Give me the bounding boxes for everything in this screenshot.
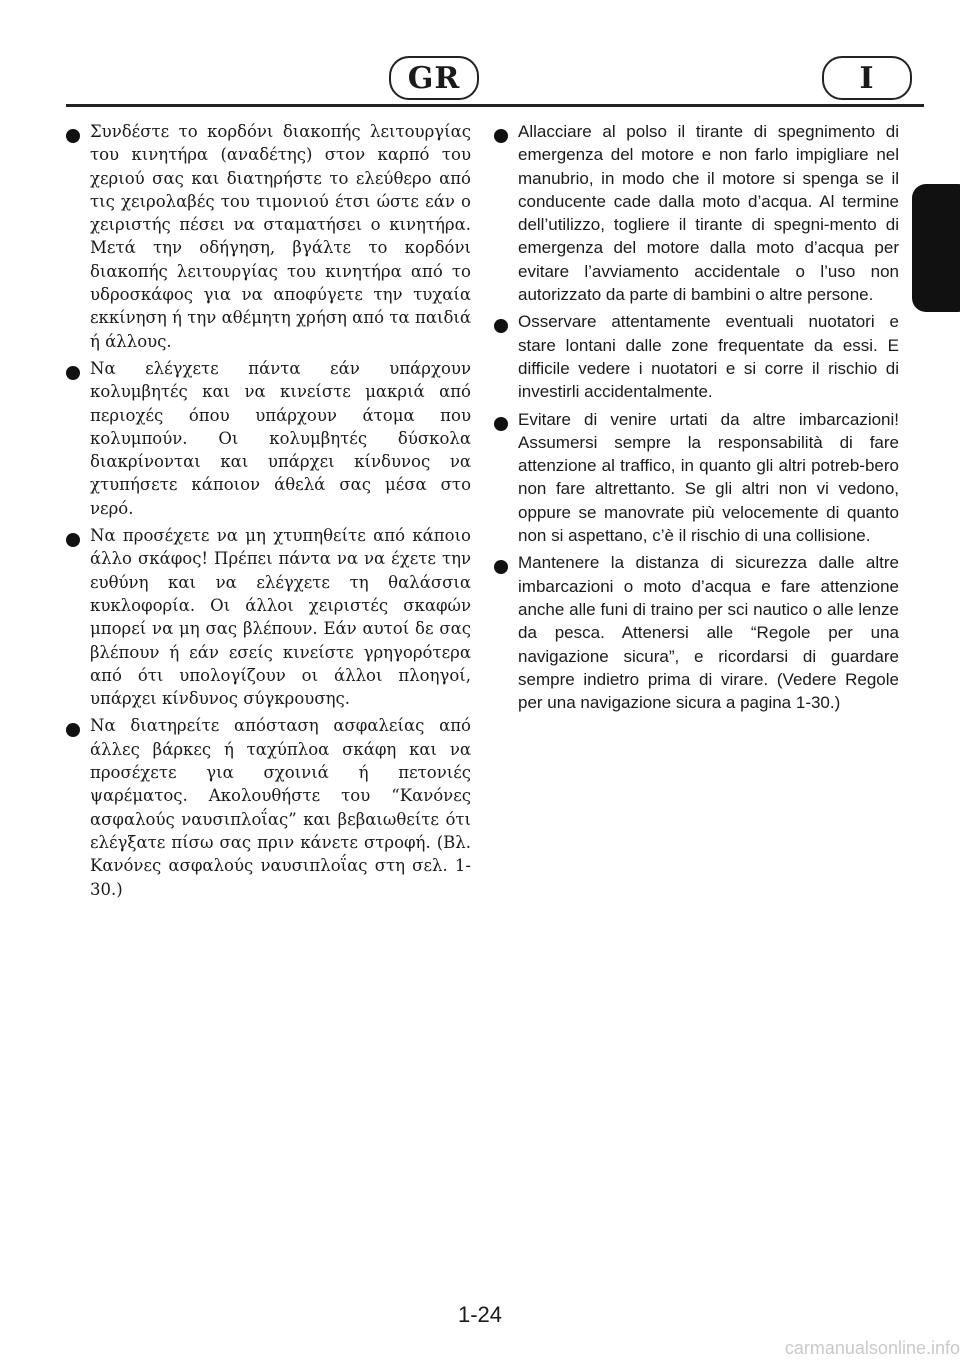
italian-column <box>494 120 899 714</box>
italian-item-text: Evitare di venire urtati da altre imbarcazioni! Assumersi sempre la responsabilità di fare attenzione al traffico, in quanto gli altri potreb-bero non fare altrettanto. Se gli altri non vi vedono, oppure se manovrate più velocemente di quanto non si aspettano, c’è il rischio di una collisione. <box>518 409 899 546</box>
italian-item-text: Osservare attentamente eventuali nuotatori e stare lontani dalle zone frequentate da essi. E difficile vedere i nuotatori e si corre il rischio di investirli accidentalmente. <box>518 312 899 402</box>
greek-item-text: Να ελέγχετε πάντα εάν υπάρχουν κολυμβητές και να κινείστε μακριά από περιοχές όπου υπάρχουν άτομα που κολυμπούν. Οι κολυμβητές δύσκολα διακρίνονται και υπάρχει κίνδυνος να χτυπήσετε κάποιον άθελά σας μέσα στο νερό. <box>90 358 471 518</box>
section-side-tab <box>912 184 960 312</box>
italian-item-text: Allacciare al polso il tirante di spegnimento di emergenza del motore e non farlo impigliare nel manubrio, in modo che il motore si spenga se il conducente cade dalla moto d’acqua. Al termine dell’utilizzo, togliere il tirante di spegni-mento di emergenza del motore dalla moto d’acqua per evitare l’avviamento accidentale o l’uso non autorizzato da parte di bambini o altre persone. <box>518 122 899 305</box>
greek-bullet-item <box>66 357 471 520</box>
greek-column <box>66 120 471 901</box>
language-tab-greek: GR <box>389 56 479 100</box>
bullet-icon <box>66 366 80 380</box>
bullet-icon <box>66 533 80 547</box>
bullet-icon <box>494 417 508 431</box>
greek-item-text: Να διατηρείτε απόσταση ασφαλείας από άλλες βάρκες ή ταχύπλοα σκάφη και να προσέχετε για σχοινιά ή πετονιές ψαρέματος. Ακολουθήστε του “Κανόνες ασφαλούς ναυσιπλοΐας” και βεβαιωθείτε ότι ελέγξατε πίσω σας πριν κάνετε στροφή. (Βλ. Κανόνες ασφαλούς ναυσιπλοΐας στη σελ. 1-30.) <box>90 716 471 899</box>
bullet-icon <box>494 319 508 333</box>
page-number: 1-24 <box>457 1302 503 1327</box>
language-tab-italian: I <box>822 56 912 100</box>
greek-bullet-item <box>66 120 471 353</box>
greek-item-text: Συνδέστε το κορδόνι διακοπής λειτουργίας του κινητήρα (αναδέτης) στον καρπό του χεριού σας και διατηρήστε το ελεύθερο από τις χειρολαβές του τιμονιού έτσι ώστε εάν ο χειριστής πέσει να σταματήσει ο κινητήρα. Μετά την οδήγηση, βγάλτε το κορδόνι διακοπής λειτουργίας του κινητήρα από το υδροσκάφος για να αποφύγετε την τυχαία εκκίνηση ή την αθέμητη χρήση από τα παιδιά ή άλλους. <box>90 122 471 351</box>
bullet-icon <box>66 129 80 143</box>
greek-item-text: Να προσέχετε να μη χτυπηθείτε από κάποιο άλλο σκάφος! Πρέπει πάντα να να έχετε την ευθύνη και να ελέγχετε τη θαλάσσια κυκλοφορία. Οι άλλοι χειριστές σκαφών μπορεί να μη σας βλέπουν. Εάν αυτοί δε σας βλέπουν ή εάν εσείς κινείστε γρηγορότερα από ότι υπολογίζουν οι άλλοι πλοηγοί, υπάρχει κίνδυνος σύγκρουσης. <box>90 526 471 709</box>
italian-bullet-item <box>494 551 899 714</box>
bullet-icon <box>494 560 508 574</box>
greek-bullet-item <box>66 714 471 900</box>
italian-bullet-item <box>494 408 899 548</box>
italian-item-text: Mantenere la distanza di sicurezza dalle altre imbarcazioni o moto d’acqua e fare attenzione anche alle funi di traino per sci nautico o alle lenze da pesca. Attenersi alle “Regole per una navigazione sicura”, e ricordarsi di guardare sempre indietro prima di virare. (Vedere Regole per una navigazione sicura a pagina 1-30.) <box>518 553 899 713</box>
italian-bullet-item <box>494 120 899 306</box>
italian-bullet-item <box>494 310 899 403</box>
header-rule <box>66 104 924 107</box>
watermark: carmanualsonline.info <box>784 1338 960 1358</box>
bullet-icon <box>494 129 508 143</box>
greek-bullet-item <box>66 524 471 710</box>
bullet-icon <box>66 723 80 737</box>
